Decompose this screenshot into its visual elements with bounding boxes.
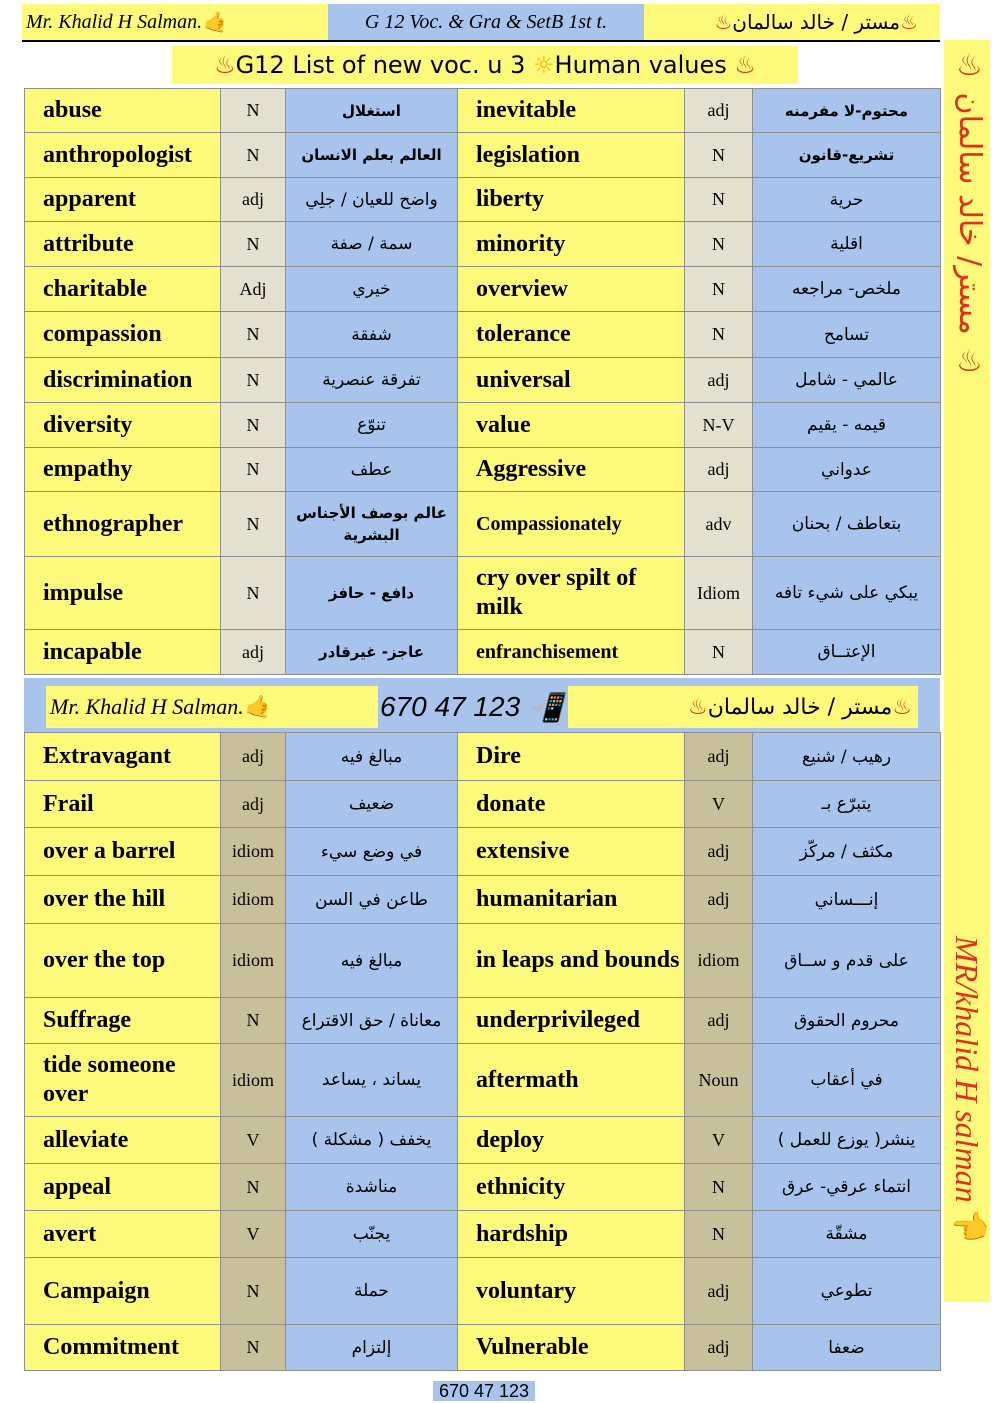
table-row: [25, 1325, 941, 1371]
arabic-meaning: العالم بعلم الانسان: [286, 133, 458, 178]
vocab-word: liberty: [458, 178, 685, 222]
banner-author-arabic: ♨ مستر / خالد سالمان ♨: [568, 686, 918, 728]
part-of-speech: V: [221, 1117, 286, 1164]
arabic-meaning: حرية: [753, 178, 941, 222]
part-of-speech: N: [221, 1164, 286, 1211]
part-of-speech: N: [685, 1164, 753, 1211]
part-of-speech: N: [685, 1211, 753, 1258]
arabic-meaning: عدواني: [753, 448, 941, 492]
footer-phone: 670 47 123: [433, 1381, 535, 1401]
part-of-speech: idiom: [221, 924, 286, 998]
part-of-speech: N: [221, 492, 286, 557]
arabic-meaning: انتماء عرقي- عرق: [753, 1164, 941, 1211]
vocab-word: alleviate: [25, 1117, 221, 1164]
part-of-speech: N: [221, 1325, 286, 1371]
table-row: [25, 998, 941, 1044]
vocab-word: tide someone over: [25, 1044, 221, 1117]
arabic-meaning: حملة: [286, 1258, 458, 1325]
vocab-word: universal: [458, 358, 685, 403]
vocab-word: incapable: [25, 630, 221, 675]
vocab-word: appeal: [25, 1164, 221, 1211]
vocab-word: Campaign: [25, 1258, 221, 1325]
flame-icon: ♨: [687, 694, 708, 720]
part-of-speech: V: [685, 1117, 753, 1164]
flame-icon: ♨: [734, 51, 756, 79]
arabic-meaning: محروم الحقوق: [753, 998, 941, 1044]
arabic-meaning: مكثف / مركّز: [753, 828, 941, 876]
part-of-speech: Idiom: [685, 557, 753, 630]
arabic-meaning: رهيب / شنيع: [753, 733, 941, 781]
vocab-word: humanitarian: [458, 876, 685, 924]
vocab-word: Suffrage: [25, 998, 221, 1044]
table-row: [25, 924, 941, 998]
part-of-speech: adj: [685, 1325, 753, 1371]
part-of-speech: N: [685, 133, 753, 178]
vocab-word: over the hill: [25, 876, 221, 924]
table-row: [25, 1211, 941, 1258]
title-subtitle: Human values: [554, 51, 727, 79]
header-author-arabic: ♨ مستر / خالد سالمان ♨: [644, 4, 940, 40]
page-title: [172, 46, 798, 84]
part-of-speech: adj: [221, 630, 286, 675]
vocab-word: discrimination: [25, 358, 221, 403]
vocab-word: hardship: [458, 1211, 685, 1258]
table-row: [25, 492, 941, 557]
arabic-meaning: ضعفا: [753, 1325, 941, 1371]
arabic-meaning: يبكي على شيء تافه: [753, 557, 941, 630]
vocab-word: abuse: [25, 89, 221, 133]
arabic-meaning: مناشدة: [286, 1164, 458, 1211]
vocab-word: extensive: [458, 828, 685, 876]
vocab-word: avert: [25, 1211, 221, 1258]
part-of-speech: N: [221, 133, 286, 178]
arabic-meaning: في أعقاب: [753, 1044, 941, 1117]
part-of-speech: N-V: [685, 403, 753, 448]
header-author: Mr. Khalid H Salman. 🤙: [22, 4, 328, 40]
table-row: [25, 312, 941, 358]
flame-icon: ♨: [214, 51, 236, 79]
part-of-speech: idiom: [221, 828, 286, 876]
part-of-speech: N: [685, 312, 753, 358]
part-of-speech: N: [221, 557, 286, 630]
part-of-speech: Adj: [221, 267, 286, 312]
part-of-speech: adj: [221, 178, 286, 222]
arabic-meaning: على قدم و ســاق: [753, 924, 941, 998]
arabic-meaning: طاعن في السن: [286, 876, 458, 924]
part-of-speech: Noun: [685, 1044, 753, 1117]
arabic-meaning: واضح للعيان / جلِي: [286, 178, 458, 222]
vocab-table-1: [24, 88, 941, 675]
table-row: [25, 1164, 941, 1211]
vocab-word: value: [458, 403, 685, 448]
sun-icon: ☼: [533, 51, 555, 79]
table-row: [25, 358, 941, 403]
table-row: [25, 267, 941, 312]
table-row: [25, 1044, 941, 1117]
table-row: [25, 222, 941, 267]
part-of-speech: adj: [221, 733, 286, 781]
arabic-meaning: قيمه - يقيم: [753, 403, 941, 448]
table-row: [25, 89, 941, 133]
table-row: [25, 1258, 941, 1325]
part-of-speech: V: [685, 781, 753, 828]
arabic-meaning: في وضع سيء: [286, 828, 458, 876]
arabic-meaning: يخفف ( مشكلة ): [286, 1117, 458, 1164]
arabic-meaning: يساند ، يساعد: [286, 1044, 458, 1117]
arabic-meaning: عاجز- غيرقادر: [286, 630, 458, 675]
vocab-word: ethnicity: [458, 1164, 685, 1211]
flame-icon: ♨: [952, 48, 987, 83]
table-row: [25, 828, 941, 876]
phone-icon: 📲: [527, 691, 563, 723]
vocab-word: deploy: [458, 1117, 685, 1164]
vocab-word: enfranchisement: [458, 630, 685, 675]
table-row: [25, 630, 941, 675]
vocab-word: Extravagant: [25, 733, 221, 781]
part-of-speech: adj: [221, 781, 286, 828]
arabic-meaning: ينشر( يوزع للعمل ): [753, 1117, 941, 1164]
vocab-word: apparent: [25, 178, 221, 222]
part-of-speech: adj: [685, 448, 753, 492]
vocab-word: inevitable: [458, 89, 685, 133]
arabic-meaning: عالم بوصف الأجناس البشرية: [286, 492, 458, 557]
vocab-word: donate: [458, 781, 685, 828]
vocab-word: Frail: [25, 781, 221, 828]
arabic-meaning: الإعتــاق: [753, 630, 941, 675]
vocab-word: over the top: [25, 924, 221, 998]
vocab-word: Dire: [458, 733, 685, 781]
vocab-word: underprivileged: [458, 998, 685, 1044]
part-of-speech: adj: [685, 733, 753, 781]
arabic-meaning: شفقة: [286, 312, 458, 358]
part-of-speech: idiom: [221, 1044, 286, 1117]
arabic-meaning: مبالغ فيه: [286, 924, 458, 998]
part-of-speech: N: [221, 222, 286, 267]
arabic-meaning: تفرقة عنصرية: [286, 358, 458, 403]
vocab-word: anthropologist: [25, 133, 221, 178]
part-of-speech: N: [221, 403, 286, 448]
arabic-meaning: سمة / صفة: [286, 222, 458, 267]
part-of-speech: N: [221, 998, 286, 1044]
table-row: [25, 133, 941, 178]
banner-phone: 670 47 123 📲: [380, 691, 563, 723]
vocab-word: in leaps and bounds: [458, 924, 685, 998]
table-row: [25, 403, 941, 448]
vocab-word: attribute: [25, 222, 221, 267]
part-of-speech: idiom: [221, 876, 286, 924]
hand-icon: 👈: [949, 1210, 985, 1250]
part-of-speech: N: [685, 267, 753, 312]
vocab-word: voluntary: [458, 1258, 685, 1325]
header-divider: [22, 40, 940, 42]
hand-icon: 🤙: [243, 694, 272, 719]
vocab-word: Commitment: [25, 1325, 221, 1371]
arabic-meaning: تنوّع: [286, 403, 458, 448]
part-of-speech: N: [685, 630, 753, 675]
part-of-speech: adv: [685, 492, 753, 557]
arabic-meaning: خيري: [286, 267, 458, 312]
arabic-meaning: عطف: [286, 448, 458, 492]
arabic-meaning: معاناة / حق الاقتراع: [286, 998, 458, 1044]
vocab-word: legislation: [458, 133, 685, 178]
part-of-speech: N: [685, 178, 753, 222]
arabic-meaning: ضعيف: [286, 781, 458, 828]
arabic-meaning: تطوعي: [753, 1258, 941, 1325]
vocab-word: minority: [458, 222, 685, 267]
arabic-meaning: ملخص- مراجعه: [753, 267, 941, 312]
table-row: [25, 178, 941, 222]
vocab-word: diversity: [25, 403, 221, 448]
arabic-meaning: مبالغ فيه: [286, 733, 458, 781]
part-of-speech: N: [221, 312, 286, 358]
vocab-word: Vulnerable: [458, 1325, 685, 1371]
table-row: [25, 733, 941, 781]
part-of-speech: N: [221, 358, 286, 403]
table-row: [25, 448, 941, 492]
vocab-word: impulse: [25, 557, 221, 630]
part-of-speech: idiom: [685, 924, 753, 998]
arabic-meaning: بتعاطف / بحنان: [753, 492, 941, 557]
vocab-word: charitable: [25, 267, 221, 312]
flame-icon: ♨: [892, 694, 912, 720]
arabic-meaning: اقلية: [753, 222, 941, 267]
flame-icon: ♨: [714, 10, 733, 34]
part-of-speech: N: [685, 222, 753, 267]
arabic-meaning: عالمي - شامل: [753, 358, 941, 403]
vocab-table-2: [24, 732, 941, 1371]
vocab-word: aftermath: [458, 1044, 685, 1117]
part-of-speech: adj: [685, 1258, 753, 1325]
part-of-speech: adj: [685, 828, 753, 876]
arabic-meaning: مشقّة: [753, 1211, 941, 1258]
flame-icon: ♨: [900, 10, 918, 34]
arabic-meaning: محتوم-لا مفرمنه: [753, 89, 941, 133]
part-of-speech: N: [221, 89, 286, 133]
part-of-speech: adj: [685, 998, 753, 1044]
vocab-word: compassion: [25, 312, 221, 358]
vocab-word: empathy: [25, 448, 221, 492]
flame-icon: ♨: [952, 344, 987, 380]
banner-author: Mr. Khalid H Salman. 🤙: [46, 686, 378, 728]
part-of-speech: adj: [685, 876, 753, 924]
side-author-arabic: ♨ مستر/ خالد سالمان ♨: [952, 48, 987, 380]
page-header: [22, 4, 940, 40]
arabic-meaning: يتبرّع بـ: [753, 781, 941, 828]
arabic-meaning: دافع - حافز: [286, 557, 458, 630]
part-of-speech: N: [221, 1258, 286, 1325]
hand-icon: 🤙: [202, 11, 228, 34]
vocab-word: cry over spilt of milk: [458, 557, 685, 630]
arabic-meaning: تشريع-قانون: [753, 133, 941, 178]
vocab-word: Compassionately: [458, 492, 685, 557]
vocab-word: tolerance: [458, 312, 685, 358]
part-of-speech: adj: [685, 89, 753, 133]
part-of-speech: V: [221, 1211, 286, 1258]
vocab-word: Aggressive: [458, 448, 685, 492]
arabic-meaning: يجنّب: [286, 1211, 458, 1258]
side-author-english: MR/khalid H salman 👈: [949, 936, 985, 1250]
title-text: G12 List of new voc. u 3: [235, 51, 526, 79]
arabic-meaning: تسامح: [753, 312, 941, 358]
header-subject: G 12 Voc. & Gra & SetB 1st t.: [328, 4, 644, 40]
vocab-word: over a barrel: [25, 828, 221, 876]
table-row: [25, 557, 941, 630]
arabic-meaning: إنـــساني: [753, 876, 941, 924]
table-row: [25, 781, 941, 828]
part-of-speech: N: [221, 448, 286, 492]
part-of-speech: adj: [685, 358, 753, 403]
arabic-meaning: إلتزام: [286, 1325, 458, 1371]
table-row: [25, 1117, 941, 1164]
table-row: [25, 876, 941, 924]
arabic-meaning: استغلال: [286, 89, 458, 133]
vocab-word: overview: [458, 267, 685, 312]
vocab-word: ethnographer: [25, 492, 221, 557]
